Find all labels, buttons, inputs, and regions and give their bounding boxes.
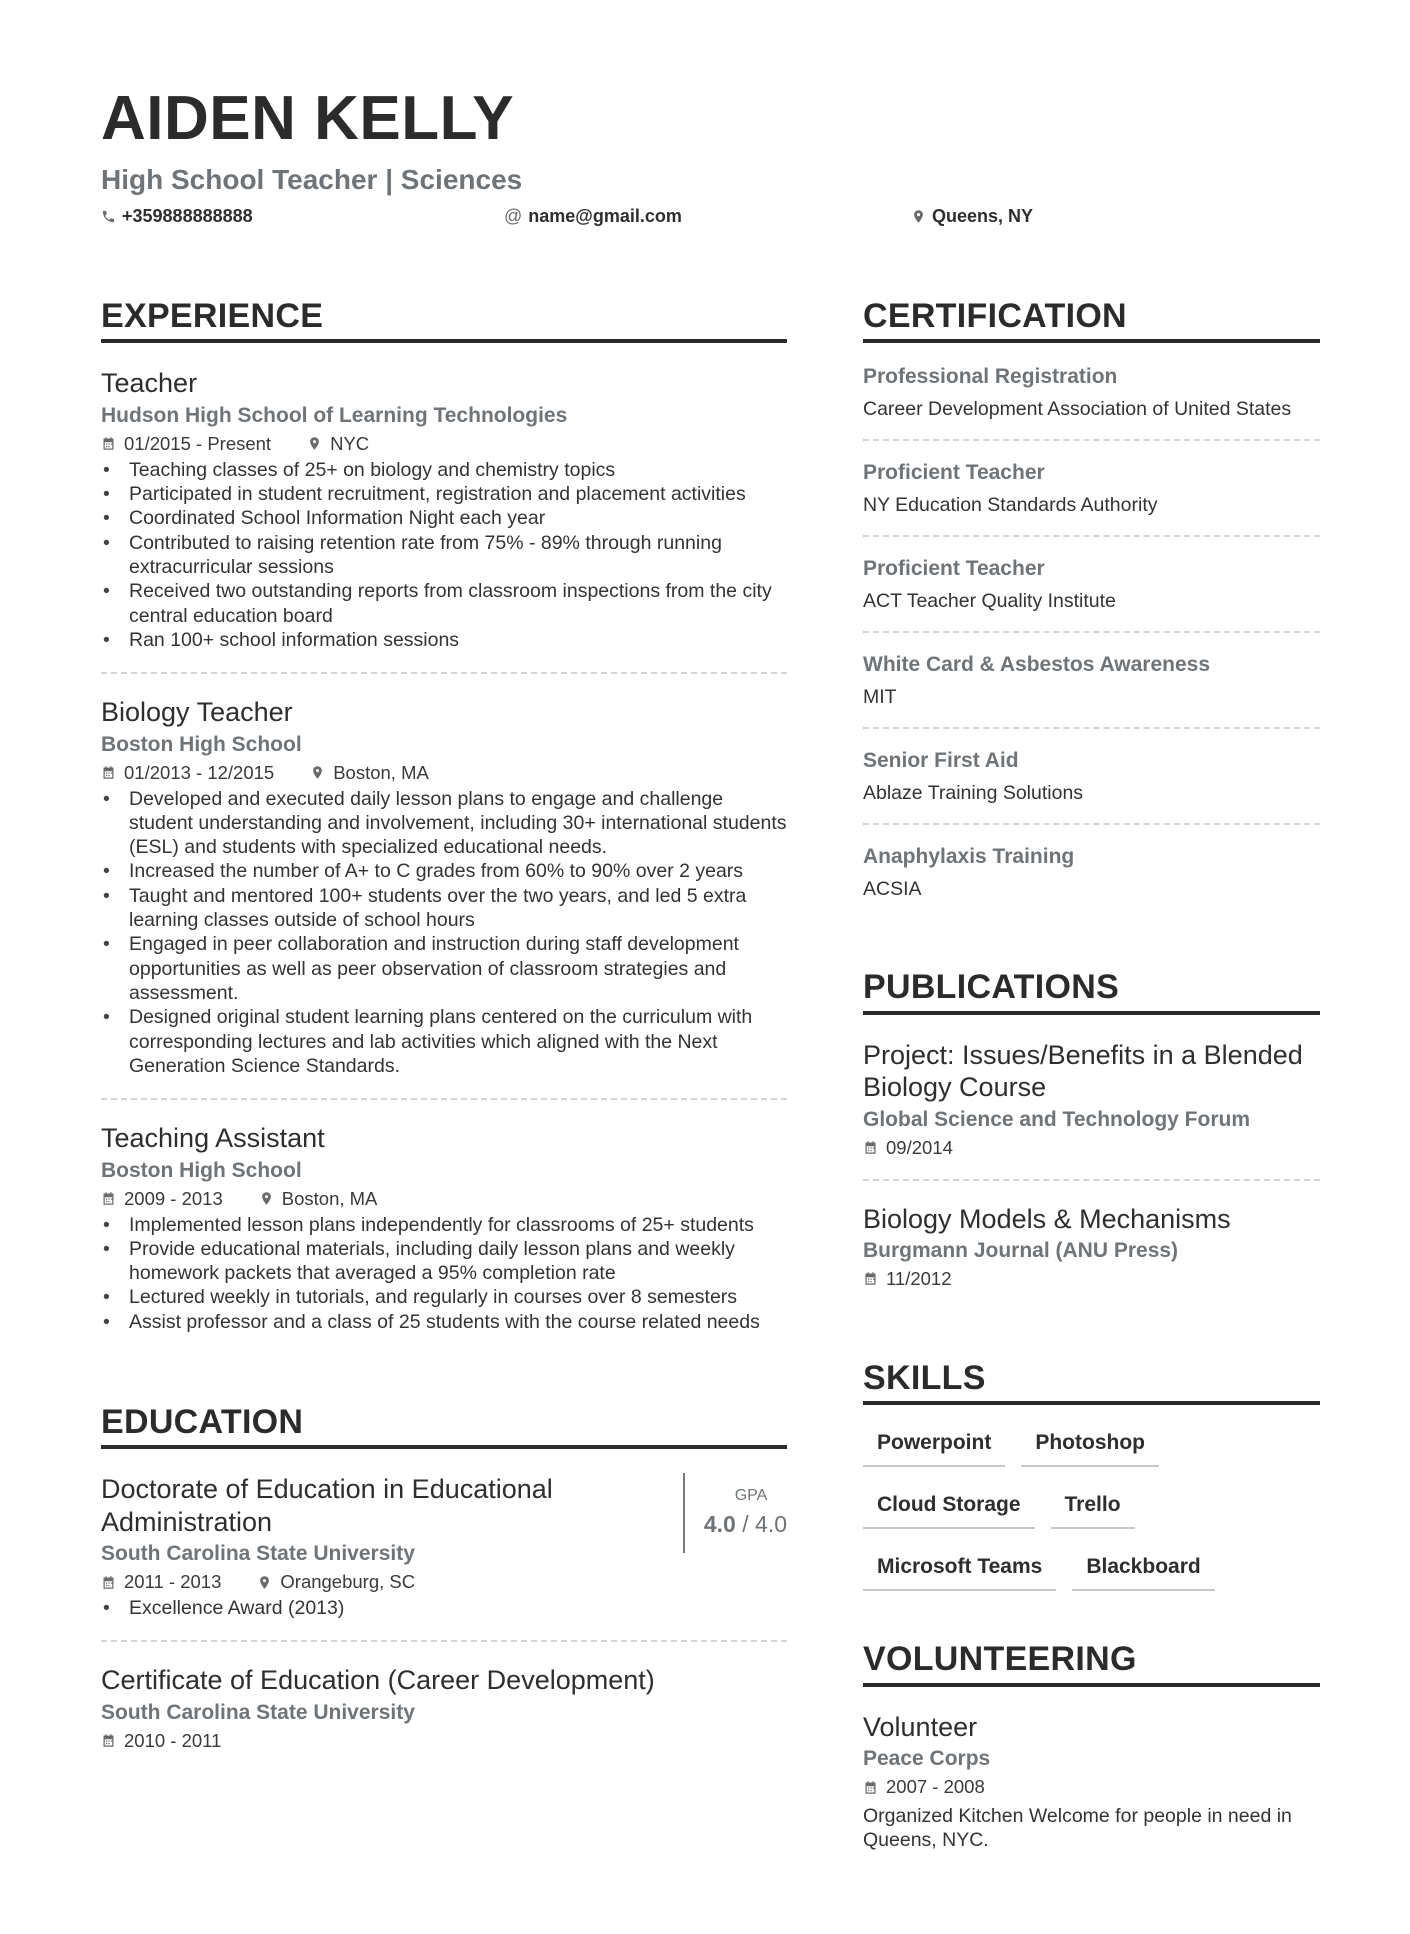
education-item (101, 1642, 787, 1771)
experience-item (101, 343, 787, 674)
gpa-label: GPA (734, 1487, 768, 1505)
bullet-item: • Assist professor and a class of 25 students with the course related needs (101, 1310, 787, 1334)
left-column (101, 298, 787, 1822)
contact-phone[interactable] (101, 206, 253, 227)
calendar-icon (863, 1271, 878, 1286)
certification-title: Senior First Aid (863, 749, 1019, 773)
publication-item (863, 1015, 1320, 1181)
job-title: Teaching Assistant (101, 1123, 325, 1154)
certification-title: Anaphylaxis Training (863, 845, 1075, 869)
bullet-item: • Implemented lesson plans independently for classrooms of 25+ students (101, 1213, 787, 1237)
bullet-item: • Participated in student recruitment, registration and placement activities (101, 482, 787, 506)
certification-issuer: MIT (863, 686, 897, 709)
publication-date: 09/2014 (886, 1136, 953, 1158)
education-section (101, 1404, 787, 1772)
education-bullets (101, 1596, 663, 1620)
experience-section (101, 298, 787, 1354)
bullet-item: • Lectured weekly in tutorials, and regularly in courses over 8 semesters (101, 1285, 787, 1309)
job-meta (101, 433, 787, 455)
calendar-icon (101, 765, 116, 780)
bullet-item: • Coordinated School Information Night each year (101, 506, 787, 530)
publications-section (863, 969, 1320, 1310)
volunteering-item (863, 1687, 1320, 1872)
bullet-item: • Contributed to raising retention rate from 75% - 89% through running extracurricular sessions (101, 531, 787, 580)
education-meta (101, 1730, 787, 1752)
job-dates: 01/2015 - Present (124, 432, 272, 454)
job-location: Boston, MA (333, 761, 429, 783)
phone-icon (101, 209, 116, 224)
bullet-item: • Received two outstanding reports from classroom inspections from the city central education board (101, 579, 787, 628)
publication-item (863, 1181, 1320, 1310)
degree-title: Certificate of Education (Career Development) (101, 1665, 655, 1696)
certification-issuer: NY Education Standards Authority (863, 494, 1158, 517)
bullet-item: • Provide educational materials, including daily lesson plans and weekly homework packets that averaged a 95% completion rate (101, 1237, 787, 1286)
certification-issuer: Career Development Association of United States (863, 398, 1292, 421)
section-title-certification: CERTIFICATION (863, 298, 1320, 343)
location-pin-icon (310, 765, 325, 780)
employer: Boston High School (101, 732, 302, 756)
certification-item (863, 537, 1320, 633)
certification-item (863, 825, 1320, 919)
bullet-item: • Engaged in peer collaboration and instruction during staff development opportunities as well as peer observation of classroom strategies and assessment. (101, 932, 787, 1005)
bullet-item: • Increased the number of A+ to C grades from 60% to 90% over 2 years (101, 859, 787, 883)
skill-tag: Cloud Storage (863, 1489, 1035, 1529)
certification-title: Proficient Teacher (863, 461, 1045, 485)
job-location: Boston, MA (281, 1187, 378, 1209)
publication-meta (863, 1137, 1320, 1159)
contact-email[interactable] (504, 206, 682, 227)
volunteering-section (863, 1641, 1320, 1872)
publication-publisher: Global Science and Technology Forum (863, 1107, 1251, 1131)
volunteer-role: Volunteer (863, 1711, 978, 1742)
calendar-icon (101, 436, 116, 451)
calendar-icon (863, 1140, 878, 1155)
calendar-icon (101, 1733, 116, 1748)
bullet-item: • Developed and executed daily lesson plans to engage and challenge student understanding and involvement, including 30+ international students (ESL) and students with specialized educational needs. (101, 787, 787, 860)
location-pin-icon (307, 436, 322, 451)
right-column (863, 298, 1320, 1922)
certification-issuer: Ablaze Training Solutions (863, 782, 1084, 805)
volunteer-dates: 2007 - 2008 (886, 1776, 985, 1798)
education-dates: 2010 - 2011 (124, 1729, 222, 1751)
certification-section (863, 298, 1320, 919)
school-name: South Carolina State University (101, 1700, 415, 1724)
employer: Hudson High School of Learning Technologies (101, 403, 568, 427)
candidate-headline: High School Teacher | Sciences (101, 164, 523, 195)
bullet-item: • Taught and mentored 100+ students over the two years, and led 5 extra learning classes outside of school hours (101, 884, 787, 933)
skill-tag: Photoshop (1021, 1427, 1159, 1467)
job-bullets (101, 787, 787, 1079)
job-location: NYC (330, 432, 370, 454)
certification-item (863, 441, 1320, 537)
job-title: Teacher (101, 368, 198, 399)
publication-title: Biology Models & Mechanisms (863, 1203, 1231, 1234)
publication-date: 11/2012 (886, 1267, 952, 1289)
certification-title: Professional Registration (863, 365, 1118, 389)
certification-item (863, 729, 1320, 825)
job-meta (101, 762, 787, 784)
section-title-experience: EXPERIENCE (101, 298, 787, 343)
contact-location (911, 206, 1033, 227)
bullet-item: • Ran 100+ school information sessions (101, 628, 787, 652)
candidate-name: AIDEN KELLY (101, 84, 515, 153)
skill-tag: Powerpoint (863, 1427, 1005, 1467)
education-meta (101, 1571, 663, 1593)
employer: Boston High School (101, 1158, 302, 1182)
job-bullets (101, 1213, 787, 1334)
publication-meta (863, 1268, 1320, 1290)
certification-issuer: ACT Teacher Quality Institute (863, 590, 1116, 613)
calendar-icon (101, 1575, 116, 1590)
bullet-item: • Designed original student learning plans centered on the curriculum with corresponding lectures and lab activities which aligned with the Next Generation Science Standards. (101, 1005, 787, 1078)
volunteer-description: Organized Kitchen Welcome for people in need in Queens, NYC. (863, 1805, 1292, 1852)
experience-item (101, 1100, 787, 1354)
job-dates: 2009 - 2013 (124, 1187, 223, 1209)
location-pin-icon (257, 1575, 272, 1590)
section-title-volunteering: VOLUNTEERING (863, 1641, 1320, 1686)
skill-tag: Blackboard (1072, 1551, 1214, 1591)
certification-title: White Card & Asbestos Awareness (863, 653, 1210, 677)
school-name: South Carolina State University (101, 1542, 415, 1566)
volunteer-meta (863, 1776, 1320, 1798)
job-dates: 01/2013 - 12/2015 (124, 761, 275, 783)
experience-item (101, 674, 787, 1100)
location-pin-icon (259, 1191, 274, 1206)
skill-tag: Trello (1051, 1489, 1135, 1529)
job-meta (101, 1188, 787, 1210)
section-title-publications: PUBLICATIONS (863, 969, 1320, 1014)
gpa-block (683, 1473, 787, 1553)
certification-item (863, 633, 1320, 729)
job-title: Biology Teacher (101, 697, 293, 728)
phone-number: +359888888888 (122, 206, 253, 226)
section-title-skills: SKILLS (863, 1360, 1320, 1405)
certification-issuer: ACSIA (863, 878, 922, 901)
publication-title: Project: Issues/Benefits in a Blended Biology Course (863, 1039, 1303, 1103)
location-pin-icon (911, 209, 926, 224)
gpa-value: 4.0 / 4.0 (703, 1511, 787, 1538)
skills-list (863, 1405, 1320, 1591)
bullet-item: • Teaching classes of 25+ on biology and chemistry topics (101, 458, 787, 482)
calendar-icon (101, 1191, 116, 1206)
calendar-icon (863, 1780, 878, 1795)
certification-title: Proficient Teacher (863, 557, 1045, 581)
skill-tag: Microsoft Teams (863, 1551, 1056, 1591)
email-address: name@gmail.com (528, 206, 682, 226)
at-icon: @ (504, 206, 523, 226)
certification-item (863, 343, 1320, 441)
education-location: Orangeburg, SC (280, 1571, 416, 1593)
skills-section (863, 1360, 1320, 1591)
bullet-item: • Excellence Award (2013) (101, 1596, 663, 1620)
location-text: Queens, NY (932, 206, 1034, 226)
degree-title: Doctorate of Education in Educational Administration (101, 1474, 553, 1537)
education-dates: 2011 - 2013 (124, 1571, 222, 1593)
education-item (101, 1449, 787, 1642)
volunteer-org: Peace Corps (863, 1747, 991, 1771)
job-bullets (101, 458, 787, 652)
section-title-education: EDUCATION (101, 1404, 787, 1449)
publication-publisher: Burgmann Journal (ANU Press) (863, 1238, 1179, 1262)
